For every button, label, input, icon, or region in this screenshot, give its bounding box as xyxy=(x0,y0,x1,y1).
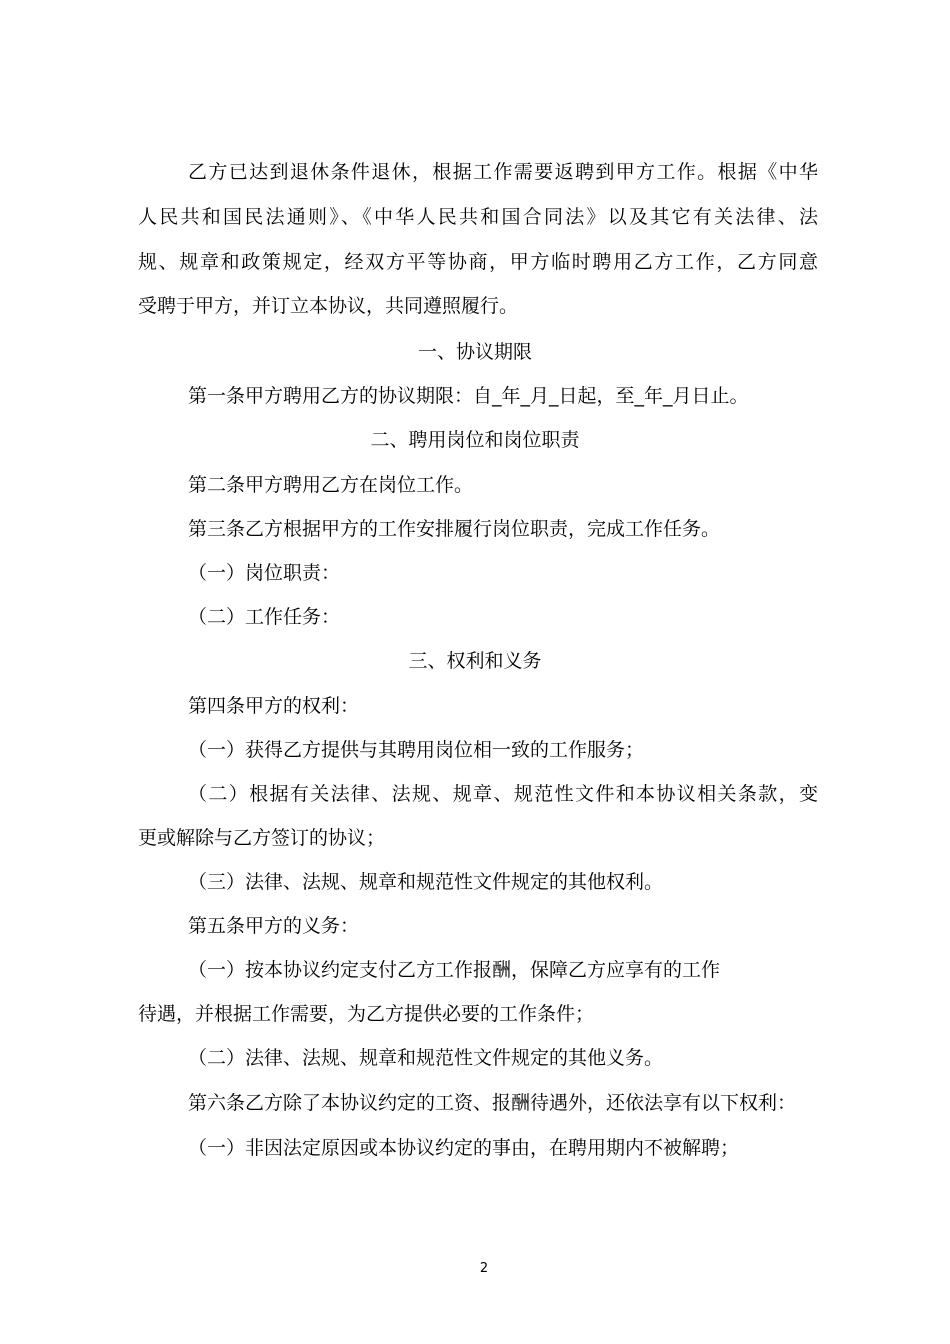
article-3: 第三条乙方根据甲方的工作安排履行岗位职责，完成工作任务。 xyxy=(188,518,721,540)
article-5: 第五条甲方的义务： xyxy=(188,915,360,937)
article-1: 第一条甲方聘用乙方的协议期限：自_年_月_日起，至_年_月日止。 xyxy=(188,385,749,407)
article-3-item-1: （一）岗位职责： xyxy=(188,562,341,584)
article-4-item-2-line-1: （二）根据有关法律、法规、规章、规范性文件和本协议相关条款，变 xyxy=(188,783,818,805)
article-6-item-1: （一）非因法定原因或本协议约定的事由，在聘用期内不被解聘； xyxy=(188,1137,740,1159)
article-2: 第二条甲方聘用乙方在岗位工作。 xyxy=(188,474,474,496)
intro-line-3: 规、规章和政策规定，经双方平等协商，甲方临时聘用乙方工作，乙方同意 xyxy=(138,251,818,273)
intro-line-2: 人民共和国民法通则》、《中华人民共和国合同法》以及其它有关法律、法 xyxy=(138,206,818,228)
section-title-3: 三、权利和义务 xyxy=(408,650,542,672)
article-6: 第六条乙方除了本协议约定的工资、报酬待遇外，还依法享有以下权利： xyxy=(188,1092,797,1114)
article-3-item-2: （二）工作任务： xyxy=(188,606,341,628)
article-5-item-2: （二）法律、法规、规章和规范性文件规定的其他义务。 xyxy=(188,1047,664,1069)
article-5-item-1-line-2: 待遇，并根据工作需要，为乙方提供必要的工作条件； xyxy=(138,1003,595,1025)
article-4-item-3: （三）法律、法规、规章和规范性文件规定的其他权利。 xyxy=(188,871,664,893)
intro-line-4: 受聘于甲方，并订立本协议，共同遵照履行。 xyxy=(138,295,519,317)
article-4-item-2-line-2: 更或解除与乙方签订的协议； xyxy=(138,827,386,849)
article-5-item-1-line-1: （一）按本协议约定支付乙方工作报酬，保障乙方应享有的工作 xyxy=(188,959,721,981)
article-4-item-1: （一）获得乙方提供与其聘用岗位相一致的工作服务； xyxy=(188,739,645,761)
section-title-2: 二、聘用岗位和岗位职责 xyxy=(370,429,580,451)
intro-line-1: 乙方已达到退休条件退休，根据工作需要返聘到甲方工作。根据《中华 xyxy=(188,161,818,183)
section-title-1: 一、协议期限 xyxy=(417,341,532,363)
page-number: 2 xyxy=(479,1261,489,1276)
article-4: 第四条甲方的权利： xyxy=(188,695,360,717)
